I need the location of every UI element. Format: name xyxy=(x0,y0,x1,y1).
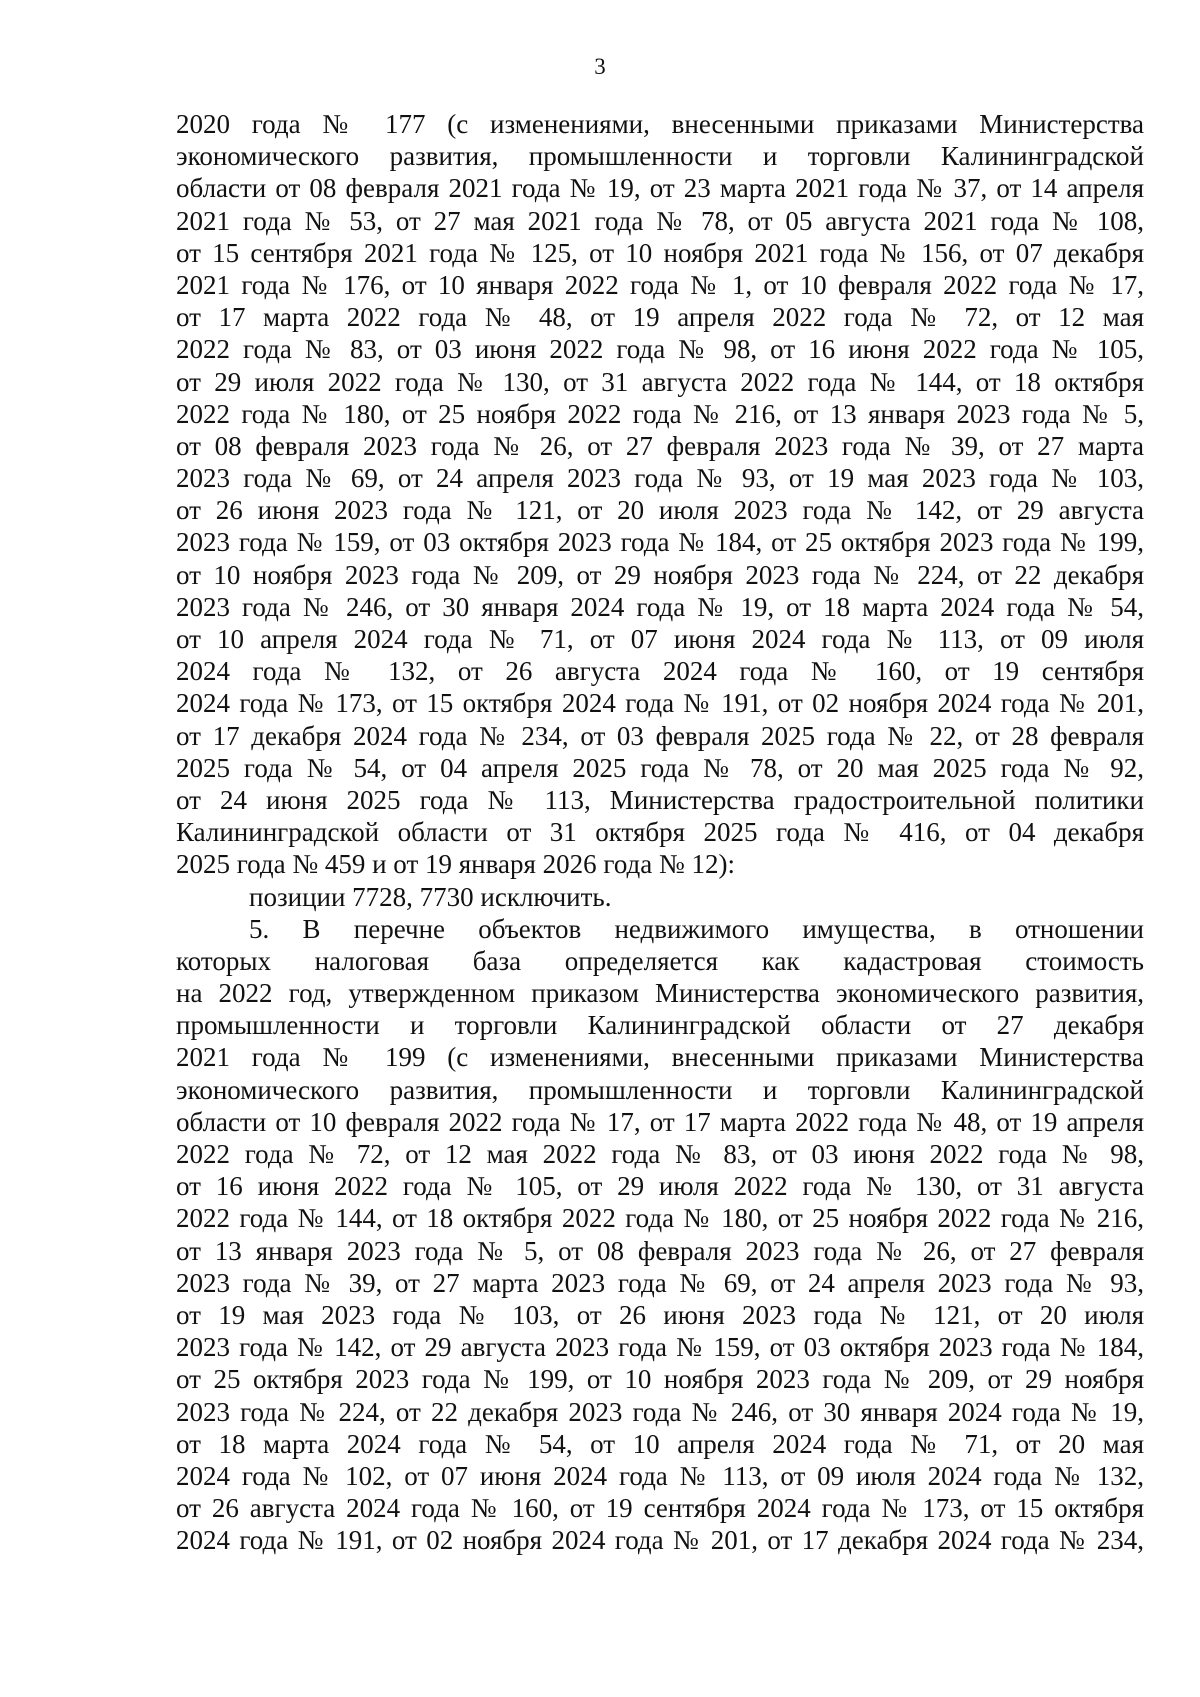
text-line: от 29 июля 2022 года № 130, от 31 августа 2022 года № 144, от 18 октября xyxy=(176,366,1144,397)
text-line: от 17 марта 2022 года № 48, от 19 апреля 2022 года № 72, от 12 мая xyxy=(176,302,1144,333)
paragraph-1 xyxy=(176,108,1144,881)
text-line: 2025 года № 459 и от 19 января 2026 года № 12): xyxy=(176,849,736,880)
text-line: Калининградской области от 31 октября 2025 года № 416, от 04 декабря xyxy=(176,817,1144,848)
text-line: 2023 года № 142, от 29 августа 2023 года № 159, от 03 октября 2023 года № 184, xyxy=(176,1332,1144,1363)
text-line: 2024 года № 132, от 26 августа 2024 года № 160, от 19 сентября xyxy=(176,656,1144,687)
text-line: от 24 июня 2025 года № 113, Министерства градостроительной политики xyxy=(176,784,1144,815)
text-line: 2022 года № 83, от 03 июня 2022 года № 98, от 16 июня 2022 года № 105, xyxy=(176,334,1144,365)
text-line: от 13 января 2023 года № 5, от 08 февраля 2023 года № 26, от 27 февраля xyxy=(176,1235,1144,1266)
text-line: от 18 марта 2024 года № 54, от 10 апреля 2024 года № 71, от 20 мая xyxy=(176,1428,1144,1459)
text-line: 2024 года № 102, от 07 июня 2024 года № 113, от 09 июля 2024 года № 132, xyxy=(176,1460,1144,1491)
document-body xyxy=(176,108,1144,1556)
text-line: от 10 апреля 2024 года № 71, от 07 июня 2024 года № 113, от 09 июля xyxy=(176,624,1144,654)
text-line: 2021 года № 176, от 10 января 2022 года № 1, от 10 февраля 2022 года № 17, xyxy=(176,269,1144,300)
text-line: от 15 сентября 2021 года № 125, от 10 ноября 2021 года № 156, от 07 декабря xyxy=(176,237,1144,268)
text-line: 5. В перечне объектов недвижимого имущества, в отношении xyxy=(249,913,1144,944)
text-line: 2021 года № 199 (с изменениями, внесенными приказами Министерства xyxy=(176,1042,1144,1073)
text-line: от 16 июня 2022 года № 105, от 29 июля 2022 года № 130, от 31 августа xyxy=(176,1171,1144,1202)
text-line: 2021 года № 53, от 27 мая 2021 года № 78, от 05 августа 2021 года № 108, xyxy=(176,205,1144,236)
paragraph-3 xyxy=(176,913,1144,1557)
text-line: 2022 года № 72, от 12 мая 2022 года № 83, от 03 июня 2022 года № 98, xyxy=(176,1139,1144,1169)
text-line: области от 10 февраля 2022 года № 17, от 17 марта 2022 года № 48, от 19 апреля xyxy=(176,1106,1144,1137)
text-line: 2023 года № 39, от 27 марта 2023 года № 69, от 24 апреля 2023 года № 93, xyxy=(176,1267,1144,1298)
text-line: 2024 года № 191, от 02 ноября 2024 года № 201, от 17 декабря 2024 года № 234, xyxy=(176,1525,1144,1556)
paragraph-2 xyxy=(176,881,1144,913)
text-line: промышленности и торговли Калининградской области от 27 декабря xyxy=(176,1010,1144,1041)
text-line: 2025 года № 54, от 04 апреля 2025 года № 78, от 20 мая 2025 года № 92, xyxy=(176,752,1144,783)
text-line: от 10 ноября 2023 года № 209, от 29 ноября 2023 года № 224, от 22 декабря xyxy=(176,559,1144,590)
text-line: от 26 августа 2024 года № 160, от 19 сентября 2024 года № 173, от 15 октября xyxy=(176,1493,1144,1524)
text-line: от 17 декабря 2024 года № 234, от 03 февраля 2025 года № 22, от 28 февраля xyxy=(176,720,1144,751)
text-line: на 2022 год, утвержденном приказом Министерства экономического развития, xyxy=(176,978,1144,1009)
text-line: позиции 7728, 7730 исключить. xyxy=(249,881,612,912)
text-line: от 25 октября 2023 года № 199, от 10 ноября 2023 года № 209, от 29 ноября xyxy=(176,1364,1144,1395)
text-line: 2023 года № 69, от 24 апреля 2023 года № 93, от 19 мая 2023 года № 103, xyxy=(176,463,1144,494)
text-line: экономического развития, промышленности и торговли Калининградской xyxy=(176,141,1144,172)
text-line: 2022 года № 144, от 18 октября 2022 года № 180, от 25 ноября 2022 года № 216, xyxy=(176,1203,1144,1234)
text-line: области от 08 февраля 2021 года № 19, от 23 марта 2021 года № 37, от 14 апреля xyxy=(176,173,1144,204)
text-line: 2023 года № 159, от 03 октября 2023 года № 184, от 25 октября 2023 года № 199, xyxy=(176,527,1144,558)
text-line: от 26 июня 2023 года № 121, от 20 июля 2023 года № 142, от 29 августа xyxy=(176,495,1144,526)
text-line: экономического развития, промышленности и торговли Калининградской xyxy=(176,1074,1144,1105)
text-line: 2020 года № 177 (с изменениями, внесенными приказами Министерства xyxy=(176,109,1144,139)
page-number: 3 xyxy=(594,54,606,79)
text-line: которых налоговая база определяется как кадастровая стоимость xyxy=(176,945,1144,976)
text-line: 2023 года № 246, от 30 января 2024 года № 19, от 18 марта 2024 года № 54, xyxy=(176,591,1144,622)
text-line: 2023 года № 224, от 22 декабря 2023 года № 246, от 30 января 2024 года № 19, xyxy=(176,1396,1144,1427)
text-line: от 19 мая 2023 года № 103, от 26 июня 2023 года № 121, от 20 июля xyxy=(176,1299,1144,1330)
text-line: 2024 года № 173, от 15 октября 2024 года № 191, от 02 ноября 2024 года № 201, xyxy=(176,688,1144,719)
text-line: 2022 года № 180, от 25 ноября 2022 года № 216, от 13 января 2023 года № 5, xyxy=(176,398,1144,429)
text-line: от 08 февраля 2023 года № 26, от 27 февраля 2023 года № 39, от 27 марта xyxy=(176,430,1144,461)
